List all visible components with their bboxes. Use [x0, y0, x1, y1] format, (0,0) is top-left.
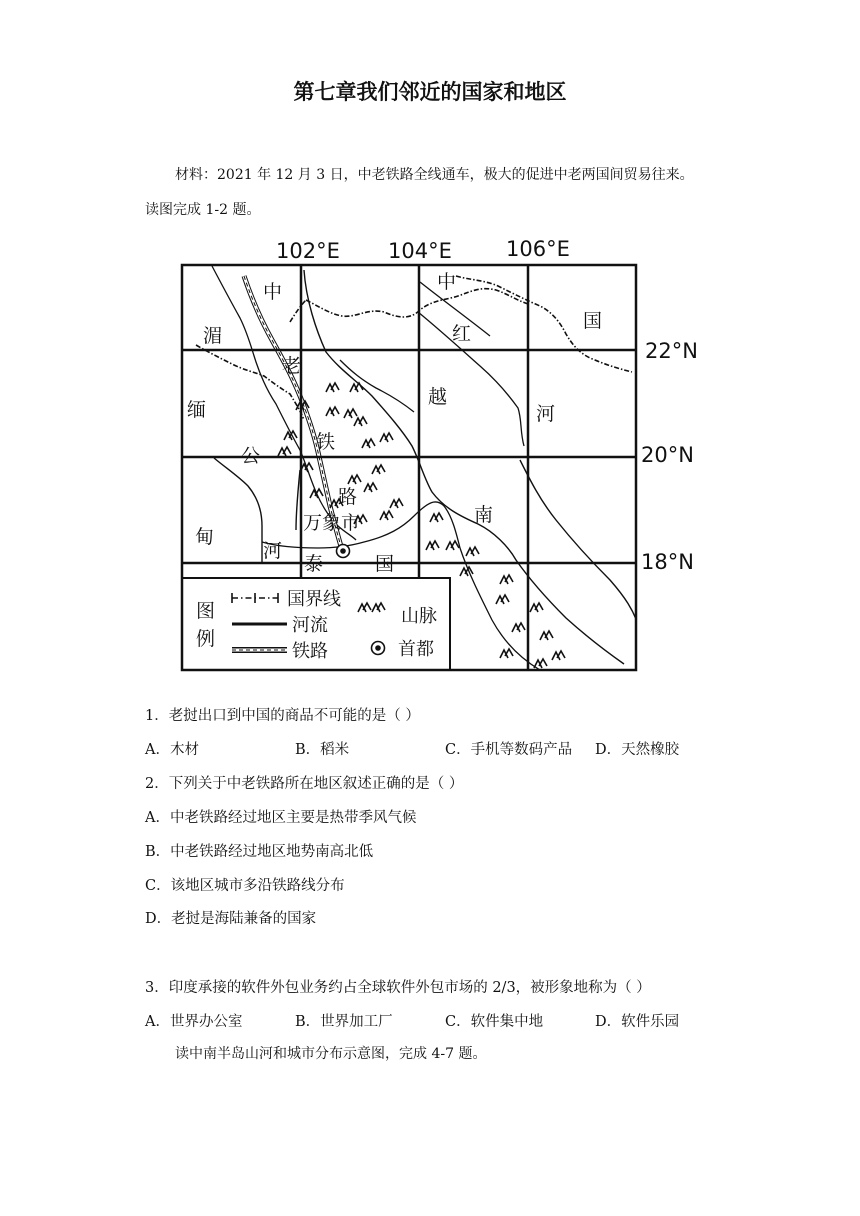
q3-option-c: C．软件集中地	[445, 1014, 544, 1030]
lat-20: 20°N	[641, 443, 694, 467]
capital-vientiane-symbol	[337, 545, 350, 558]
label-gong: 公	[241, 445, 261, 467]
border-china-vietnam	[456, 276, 632, 372]
label-mian: 缅	[187, 399, 207, 421]
border-china-laos	[306, 289, 528, 317]
label-he-2: 河	[263, 540, 283, 562]
q3-option-d: D．软件乐园	[595, 1014, 680, 1030]
border-myanmar-thailand	[214, 458, 262, 562]
border-china-myanmar-north	[290, 300, 306, 322]
q1-option-c: C．手机等数码产品	[445, 742, 573, 758]
legend-capital-symbol	[372, 642, 385, 655]
q2-option-c: C．该地区城市多沿铁路线分布	[145, 878, 345, 894]
label-yue: 越	[428, 386, 448, 408]
legend-mountain-label: 山脉	[401, 606, 437, 627]
lat-18: 18°N	[641, 550, 694, 574]
label-guo-1: 国	[583, 310, 603, 332]
label-lu: 路	[338, 486, 358, 508]
legend-title-bottom: 例	[196, 628, 216, 650]
label-vientiane: 万象市	[303, 512, 361, 534]
question-3-stem: 3．印度承接的软件外包业务约占全球软件外包市场的 2/3，被形象地称为（ ）	[145, 980, 651, 996]
national-borders	[196, 276, 632, 420]
q1-option-a: A．木材	[145, 742, 199, 758]
q3-option-b: B．世界加工厂	[295, 1014, 393, 1030]
material-line-1: 材料：2021 年 12 月 3 日，中老铁路全线通车，极大的促进中老两国间贸易往来。	[175, 167, 694, 183]
lon-102: 102°E	[276, 239, 340, 263]
q2-option-b: B．中老铁路经过地区地势南高北低	[145, 844, 374, 860]
border-laos-thailand-west	[296, 470, 300, 530]
lon-104: 104°E	[388, 239, 452, 263]
material-line-2: 读图完成 1-2 题。	[145, 202, 261, 218]
label-mei: 湄	[203, 325, 223, 347]
footer-instruction: 读中南半岛山河和城市分布示意图，完成 4-7 题。	[175, 1046, 487, 1062]
label-nan: 南	[474, 504, 494, 526]
label-zhong-2: 中	[437, 271, 457, 293]
question-1-stem: 1．老挝出口到中国的商品不可能的是（ ）	[145, 708, 420, 724]
mekong-river	[212, 266, 356, 540]
label-guo-2: 国	[375, 553, 395, 575]
lat-22: 22°N	[645, 339, 698, 363]
question-2-stem: 2．下列关于中老铁路所在地区叙述正确的是（ ）	[145, 776, 464, 792]
lon-106: 106°E	[506, 237, 570, 261]
q2-option-a: A．中老铁路经过地区主要是热带季风气候	[145, 810, 417, 826]
q1-option-d: D．天然橡胶	[595, 742, 680, 758]
legend-railway-label: 铁路	[292, 641, 328, 662]
label-zhong-1: 中	[263, 281, 283, 303]
legend-border-label: 国界线	[287, 589, 341, 610]
q3-option-a: A．世界办公室	[145, 1014, 243, 1030]
legend-title-top: 图	[196, 600, 216, 622]
q2-option-d: D．老挝是海陆兼备的国家	[145, 911, 317, 927]
label-lao: 老	[282, 355, 302, 377]
tributary-2	[340, 360, 414, 412]
legend-capital-label: 首都	[398, 639, 434, 660]
label-tai: 泰	[304, 553, 324, 575]
legend-river-label: 河流	[292, 615, 328, 636]
label-tie: 铁	[316, 431, 336, 453]
label-dian: 甸	[195, 526, 215, 548]
label-he-1: 河	[536, 403, 556, 425]
q1-option-b: B．稻米	[295, 742, 350, 758]
page-title: 第七章我们邻近的国家和地区	[293, 80, 567, 104]
label-hong: 红	[452, 323, 472, 345]
